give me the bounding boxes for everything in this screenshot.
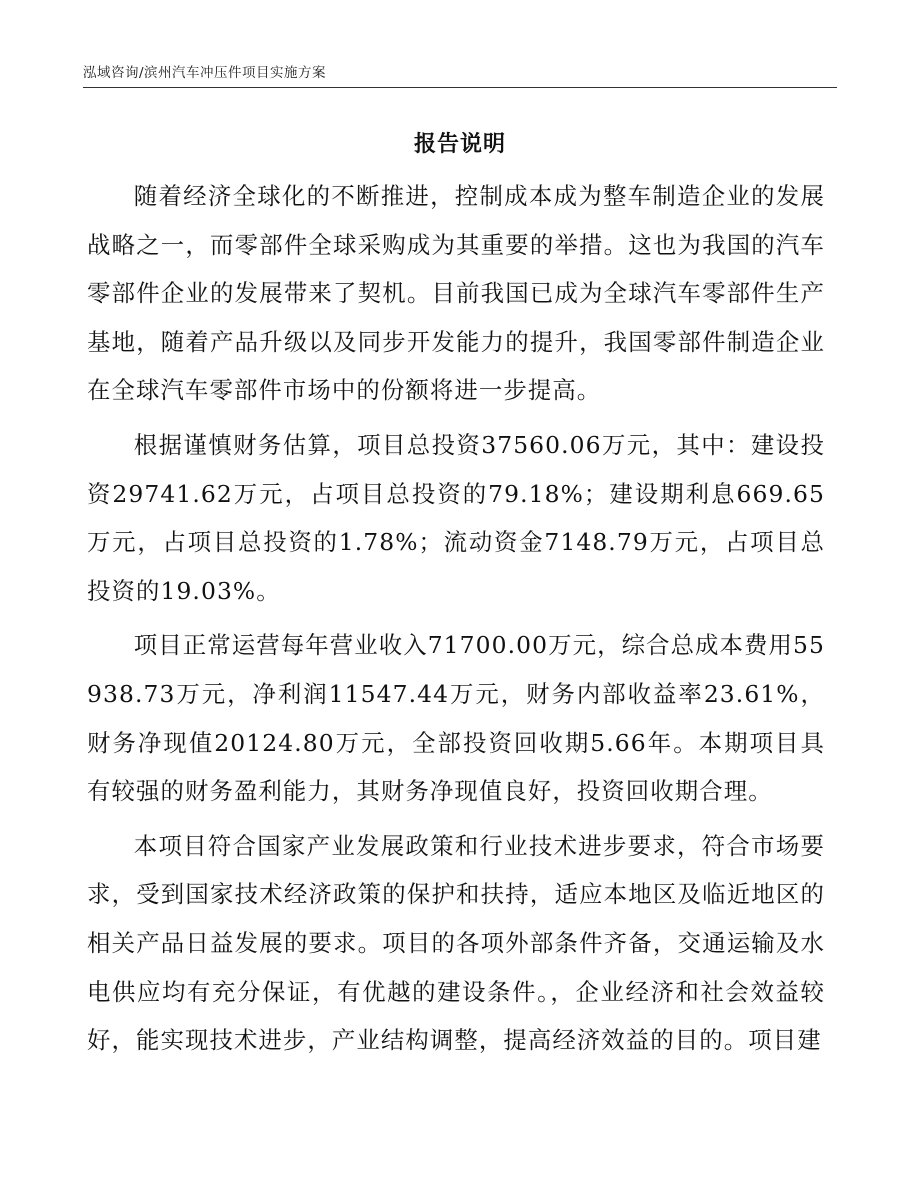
paragraph-investment: 根据谨慎财务估算，项目总投资37560.06万元，其中：建设投资29741.62万元，占项目总投资的79.18%；建设期利息669.65万元，占项目总投资的1.78%；流动资金7148.79万元，占项目总投资的19.03%。 bbox=[87, 430, 825, 605]
paragraph-background: 随着经济全球化的不断推进，控制成本成为整车制造企业的发展战略之一，而零部件全球采购成为其重要的举措。这也为我国的汽车零部件企业的发展带来了契机。目前我国已成为全球汽车零部件生产基地，随着产品升级以及同步开发能力的提升，我国零部件制造企业在全球汽车零部件市场中的份额将进一步提高。 bbox=[87, 182, 825, 405]
running-header: 泓域咨询/滨州汽车冲压件项目实施方案 bbox=[83, 65, 327, 81]
document-body bbox=[87, 172, 825, 1071]
header-divider bbox=[83, 87, 837, 88]
page-title: 报告说明 bbox=[413, 132, 506, 157]
paragraph-conclusion: 本项目符合国家产业发展政策和行业技术进步要求，符合市场要求，受到国家技术经济政策的保护和扶持，适应本地区及临近地区的相关产品日益发展的要求。项目的各项外部条件齐备，交通运输及水电供应均有充分保证，有优越的建设条件。，企业经济和社会效益较好，能实现技术进步，产业结构调整，提高经济效益的目的。项目建 bbox=[87, 831, 825, 1055]
paragraph-financials: 项目正常运营每年营业收入71700.00万元，综合总成本费用55938.73万元，净利润11547.44万元，财务内部收益率23.61%，财务净现值20124.80万元，全部投资回收期5.66年。本期项目具有较强的财务盈利能力，其财务净现值良好，投资回收期合理。 bbox=[87, 631, 825, 806]
